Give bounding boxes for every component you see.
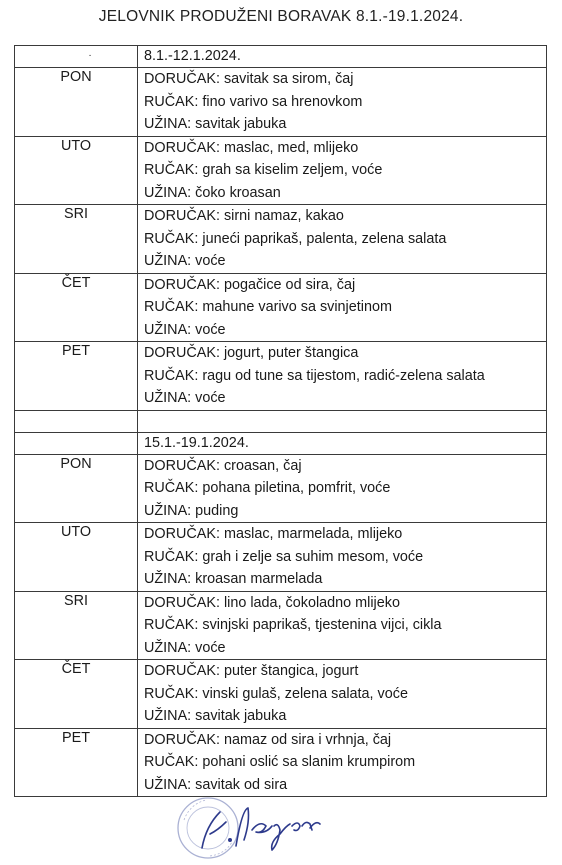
snack: UŽINA: voće xyxy=(144,390,226,406)
day-row xyxy=(15,273,547,342)
day-label: UTO xyxy=(15,136,138,205)
day-row xyxy=(15,342,547,411)
lunch: RUČAK: svinjski paprikaš, tjestenina vijci, cikla xyxy=(144,617,442,633)
lunch: RUČAK: grah i zelje sa suhim mesom, voće xyxy=(144,548,424,565)
week-label: 15.1.-19.1.2024. xyxy=(138,432,547,454)
day-meals xyxy=(138,660,547,729)
breakfast: DORUČAK: lino lada, čokoladno mlijeko xyxy=(144,594,400,611)
breakfast: DORUČAK: pogačice od sira, čaj xyxy=(144,276,356,293)
day-label: PET xyxy=(15,342,138,411)
breakfast: DORUČAK: namaz od sira i vrhnja, čaj xyxy=(144,731,392,748)
day-row xyxy=(15,591,547,660)
day-meals xyxy=(138,273,547,342)
lunch: RUČAK: mahune varivo sa svinjetinom xyxy=(144,299,392,315)
day-meals xyxy=(138,591,547,660)
breakfast: DORUČAK: croasan, čaj xyxy=(144,457,302,474)
day-meals xyxy=(138,205,547,274)
breakfast: DORUČAK: maslac, med, mlijeko xyxy=(144,139,359,156)
lunch: RUČAK: grah sa kiselim zeljem, voće xyxy=(144,162,383,178)
lunch: RUČAK: pohani oslić sa slanim krumpirom xyxy=(144,754,416,770)
day-label: PET xyxy=(15,728,138,797)
page-title: JELOVNIK PRODUŽENI BORAVAK 8.1.-19.1.2024. xyxy=(98,8,464,25)
day-row xyxy=(15,136,547,205)
corner-mark xyxy=(15,432,138,454)
week-header-row xyxy=(15,46,547,68)
separator-row xyxy=(15,410,547,432)
breakfast: DORUČAK: puter štangica, jogurt xyxy=(144,663,359,679)
snack: UŽINA: kroasan marmelada xyxy=(144,571,323,587)
day-row xyxy=(15,660,547,729)
breakfast: DORUČAK: maslac, marmelada, mlijeko xyxy=(144,526,403,542)
day-label: UTO xyxy=(15,523,138,592)
menu-table xyxy=(14,45,547,797)
stamp-icon xyxy=(170,790,370,860)
day-label: ČET xyxy=(15,273,138,342)
lunch: RUČAK: juneći paprikaš, palenta, zelena salata xyxy=(144,230,447,247)
snack: UŽINA: čoko kroasan xyxy=(144,184,281,201)
day-label: PON xyxy=(15,454,138,523)
lunch: RUČAK: vinski gulaš, zelena salata, voće xyxy=(144,685,408,702)
lunch: RUČAK: pohana piletina, pomfrit, voće xyxy=(144,480,391,496)
snack: UŽINA: voće xyxy=(144,639,226,656)
day-label: SRI xyxy=(15,591,138,660)
day-meals xyxy=(138,68,547,137)
stamp-and-signature xyxy=(170,790,370,860)
day-meals xyxy=(138,454,547,523)
lunch: RUČAK: ragu od tune sa tijestom, radić-zelena salata xyxy=(144,367,485,384)
day-row xyxy=(15,728,547,797)
snack: UŽINA: puding xyxy=(144,502,239,519)
snack: UŽINA: savitak jabuka xyxy=(144,116,287,132)
day-row xyxy=(15,68,547,137)
day-row xyxy=(15,454,547,523)
snack: UŽINA: voće xyxy=(144,321,226,338)
day-row xyxy=(15,523,547,592)
day-label: PON xyxy=(15,68,138,137)
day-meals xyxy=(138,342,547,411)
breakfast: DORUČAK: jogurt, puter štangica xyxy=(144,345,359,361)
lunch: RUČAK: fino varivo sa hrenovkom xyxy=(144,93,363,110)
snack: UŽINA: voće xyxy=(144,253,226,269)
day-row xyxy=(15,205,547,274)
breakfast: DORUČAK: savitak sa sirom, čaj xyxy=(144,71,354,87)
week-label: 8.1.-12.1.2024. xyxy=(138,46,547,68)
week-header-row xyxy=(15,432,547,454)
snack: UŽINA: savitak od sira xyxy=(144,776,288,793)
day-meals xyxy=(138,136,547,205)
corner-mark: · xyxy=(15,46,138,68)
day-meals xyxy=(138,728,547,797)
separator-cell xyxy=(15,410,138,432)
day-label: ČET xyxy=(15,660,138,729)
breakfast: DORUČAK: sirni namaz, kakao xyxy=(144,208,344,224)
signature-icon xyxy=(202,808,320,850)
day-label: SRI xyxy=(15,205,138,274)
separator-cell xyxy=(138,410,547,432)
day-meals xyxy=(138,523,547,592)
snack: UŽINA: savitak jabuka xyxy=(144,708,287,724)
